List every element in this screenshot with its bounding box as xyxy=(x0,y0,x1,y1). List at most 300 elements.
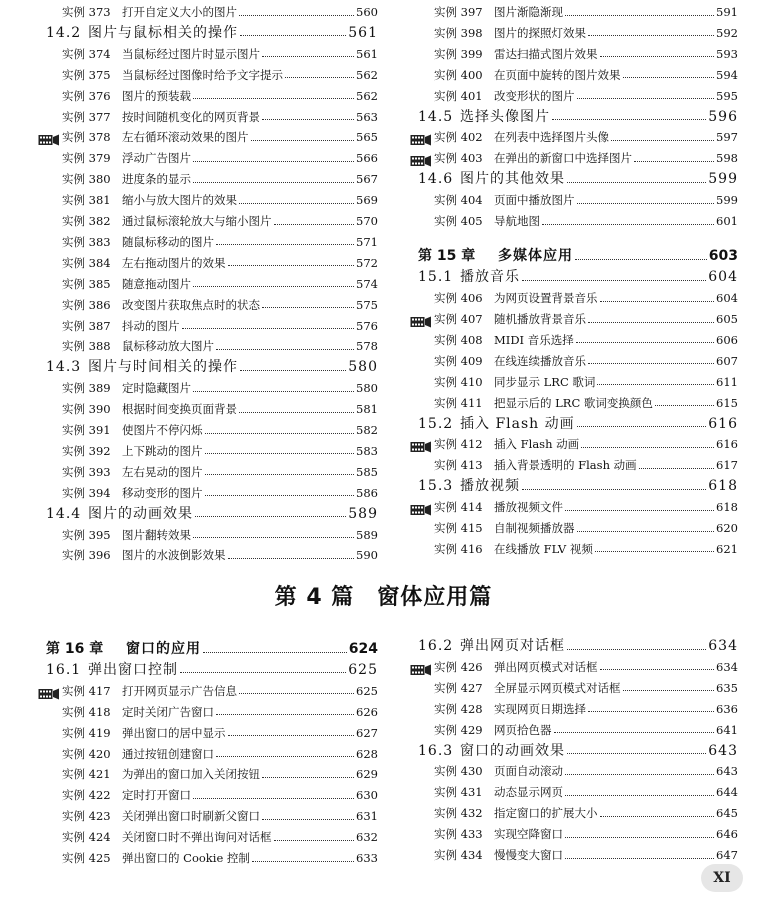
section-number: 15.3 xyxy=(418,478,454,495)
toc-entry xyxy=(62,723,378,743)
entry-number: 实例 424 xyxy=(62,830,111,845)
entry-number: 实例 407 xyxy=(434,312,483,327)
section-title: 图片与时间相关的操作 xyxy=(88,359,238,376)
page-number: 632 xyxy=(356,830,378,845)
entry-number: 实例 421 xyxy=(62,767,111,782)
toc-entry xyxy=(434,330,738,350)
entry-number: 实例 382 xyxy=(62,214,111,228)
section-number: 14.4 xyxy=(46,505,82,522)
leader-dots xyxy=(216,349,354,350)
leader-dots xyxy=(239,15,354,16)
leader-dots xyxy=(655,405,714,406)
toc-section xyxy=(418,476,738,496)
page-number: 631 xyxy=(356,809,378,824)
leader-dots xyxy=(274,224,355,225)
entry-title: 使图片不停闪烁 xyxy=(122,423,203,437)
toc-entry xyxy=(62,378,378,398)
entry-number: 实例 405 xyxy=(434,214,483,228)
page-number: 635 xyxy=(716,680,738,695)
entry-number: 实例 430 xyxy=(434,764,483,779)
chapter-title: 多媒体应用 xyxy=(498,248,573,265)
entry-title: 插入 Flash 动画 xyxy=(494,437,580,452)
page-number: 618 xyxy=(708,478,738,495)
section-title: 图片的动画效果 xyxy=(88,505,193,522)
entry-title: 关闭窗口时不弹出询问对话框 xyxy=(122,830,272,845)
entry-title: 缩小与放大图片的效果 xyxy=(122,193,237,208)
leader-dots xyxy=(216,714,354,715)
entry-title: 慢慢变大窗口 xyxy=(494,848,563,862)
toc-entry xyxy=(434,393,738,413)
page-number: 636 xyxy=(716,701,738,716)
entry-number: 实例 398 xyxy=(434,25,483,40)
entry-number: 实例 394 xyxy=(62,485,111,500)
leader-dots xyxy=(216,244,354,245)
page-number-badge: XI xyxy=(701,864,743,892)
page-number: 633 xyxy=(356,851,378,865)
entry-title: MIDI 音乐选择 xyxy=(494,332,574,347)
page-number: 616 xyxy=(716,437,738,452)
toc-entry xyxy=(62,190,378,210)
page-number: 590 xyxy=(356,548,378,563)
entry-title: 弹出窗口的居中显示 xyxy=(122,725,226,740)
page-number: 589 xyxy=(356,527,378,542)
page-number: 643 xyxy=(716,764,738,779)
leader-dots xyxy=(262,777,354,778)
page-number: 576 xyxy=(356,318,378,333)
leader-dots xyxy=(567,753,706,754)
page-number: 562 xyxy=(356,67,378,82)
leader-dots xyxy=(522,489,706,490)
entry-number: 实例 385 xyxy=(62,276,111,291)
page-number: 586 xyxy=(356,485,378,500)
page-number: 644 xyxy=(716,785,738,800)
leader-dots xyxy=(565,837,714,838)
entry-title: 图片的水波倒影效果 xyxy=(122,548,226,563)
entry-number: 实例 419 xyxy=(62,725,111,740)
section-title: 图片与鼠标相关的操作 xyxy=(88,24,238,41)
toc-entry xyxy=(434,434,738,454)
section-number: 16.3 xyxy=(418,742,454,759)
toc-entry xyxy=(434,782,738,802)
entry-title: 打开网页显示广告信息 xyxy=(122,683,237,698)
leader-dots xyxy=(239,203,354,204)
leader-dots xyxy=(576,342,714,343)
entry-number: 实例 386 xyxy=(62,297,111,312)
entry-number: 实例 409 xyxy=(434,353,483,368)
entry-number: 实例 412 xyxy=(434,437,483,452)
leader-dots xyxy=(205,495,355,496)
toc-entry xyxy=(62,44,378,64)
toc-entry xyxy=(62,702,378,722)
toc-entry xyxy=(62,295,378,315)
section-title: 播放视频 xyxy=(460,478,520,495)
section-number: 15.2 xyxy=(418,415,454,432)
page-number: 646 xyxy=(716,827,738,842)
page-number: 583 xyxy=(356,443,378,458)
leader-dots xyxy=(565,15,714,16)
entry-number: 实例 375 xyxy=(62,67,111,82)
entry-number: 实例 427 xyxy=(434,680,483,695)
leader-dots xyxy=(228,735,355,736)
entry-number: 实例 390 xyxy=(62,402,111,417)
toc-entry xyxy=(62,399,378,419)
entry-title: 在列表中选择图片头像 xyxy=(494,130,609,145)
entry-number: 实例 410 xyxy=(434,374,483,389)
toc-section xyxy=(46,504,378,524)
leader-dots xyxy=(552,119,706,120)
toc-entry xyxy=(434,372,738,392)
page-number: 575 xyxy=(356,297,378,312)
leader-dots xyxy=(600,816,715,817)
page-number: 561 xyxy=(356,46,378,61)
entry-title: 根据时间变换页面背景 xyxy=(122,402,237,417)
leader-dots xyxy=(588,711,714,712)
entry-title: 图片的预装载 xyxy=(122,88,191,103)
page-number: 607 xyxy=(716,353,738,368)
video-icon xyxy=(38,685,60,697)
toc-section xyxy=(46,660,378,680)
toc-entry xyxy=(434,720,738,740)
entry-number: 实例 395 xyxy=(62,527,111,542)
toc-section xyxy=(46,357,378,377)
leader-dots xyxy=(228,558,355,559)
toc-entry xyxy=(62,848,378,868)
page-number: 625 xyxy=(348,661,378,678)
entry-number: 实例 429 xyxy=(434,722,483,737)
entry-title: 导航地图 xyxy=(494,214,540,228)
entry-title: 在线播放 FLV 视频 xyxy=(494,541,593,556)
entry-title: 浮动广告图片 xyxy=(122,151,191,166)
page-number: 616 xyxy=(708,415,738,432)
page-number: 617 xyxy=(716,458,738,473)
video-icon xyxy=(410,501,432,513)
entry-title: 定时关闭广告窗口 xyxy=(122,704,214,719)
page-number: 560 xyxy=(356,5,378,19)
entry-title: 打开自定义大小的图片 xyxy=(122,5,237,19)
leader-dots xyxy=(193,286,354,287)
leader-dots xyxy=(634,161,714,162)
entry-title: 指定窗口的扩展大小 xyxy=(494,806,598,821)
entry-number: 实例 377 xyxy=(62,109,111,124)
page-number: 592 xyxy=(716,25,738,40)
page-number: 563 xyxy=(356,109,378,124)
page-number: 606 xyxy=(716,332,738,347)
entry-title: 为网页设置背景音乐 xyxy=(494,291,598,306)
toc-entry xyxy=(434,845,738,865)
toc-entry xyxy=(62,65,378,85)
section-number: 14.6 xyxy=(418,171,454,188)
leader-dots xyxy=(577,426,707,427)
entry-title: 改变图片获取焦点时的状态 xyxy=(122,297,260,312)
page-number: 599 xyxy=(716,193,738,208)
entry-title: 左右晃动的图片 xyxy=(122,464,203,479)
leader-dots xyxy=(240,35,346,36)
toc-entry xyxy=(434,518,738,538)
leader-dots xyxy=(240,370,346,371)
page-number: 628 xyxy=(356,746,378,761)
toc-entry xyxy=(62,806,378,826)
toc-entry xyxy=(62,253,378,273)
entry-number: 实例 423 xyxy=(62,809,111,824)
leader-dots xyxy=(595,551,714,552)
entry-title: 鼠标移动放大图片 xyxy=(122,339,214,354)
part-title: 第 4 篇 窗体应用篇 xyxy=(274,585,493,610)
entry-number: 实例 400 xyxy=(434,67,483,82)
toc-entry xyxy=(62,232,378,252)
toc-entry xyxy=(62,420,378,440)
leader-dots xyxy=(567,182,706,183)
entry-number: 实例 416 xyxy=(434,541,483,556)
leader-dots xyxy=(565,510,714,511)
entry-number: 实例 387 xyxy=(62,318,111,333)
entry-title: 弹出网页模式对话框 xyxy=(494,659,598,674)
leader-dots xyxy=(262,307,354,308)
entry-title: 动态显示网页 xyxy=(494,785,563,800)
entry-number: 实例 422 xyxy=(62,788,111,803)
entry-title: 通过鼠标滚轮放大与缩小图片 xyxy=(122,214,272,228)
leader-dots xyxy=(182,328,355,329)
toc-entry xyxy=(62,211,378,231)
page-number: 611 xyxy=(716,374,738,389)
entry-title: 在线连续播放音乐 xyxy=(494,353,586,368)
page-number: 571 xyxy=(356,234,378,249)
leader-dots xyxy=(262,56,354,57)
entry-title: 随机播放背景音乐 xyxy=(494,312,586,327)
leader-dots xyxy=(205,474,355,475)
toc-entry xyxy=(434,678,738,698)
video-icon xyxy=(410,438,432,450)
leader-dots xyxy=(216,756,354,757)
video-icon xyxy=(410,131,432,143)
page-number: 562 xyxy=(356,88,378,103)
entry-title: 在弹出的新窗口中选择图片 xyxy=(494,151,632,166)
leader-dots xyxy=(193,391,354,392)
page-number: 603 xyxy=(708,248,738,265)
leader-dots xyxy=(565,795,714,796)
entry-number: 实例 396 xyxy=(62,548,111,563)
entry-title: 关闭弹出窗口时刷新父窗口 xyxy=(122,809,260,824)
entry-title: 左右循环滚动效果的图片 xyxy=(122,130,249,145)
entry-title: 为弹出的窗口加入关闭按钮 xyxy=(122,767,260,782)
entry-title: 自制视频播放器 xyxy=(494,521,575,536)
entry-title: 页面中播放图片 xyxy=(494,193,575,208)
leader-dots xyxy=(251,140,355,141)
toc-section xyxy=(418,267,738,287)
toc-entry xyxy=(62,462,378,482)
toc-chapter xyxy=(418,246,738,266)
entry-title: 弹出窗口的 Cookie 控制 xyxy=(122,851,250,865)
entry-title: 改变形状的图片 xyxy=(494,88,575,103)
toc-entry xyxy=(434,44,738,64)
toc-entry xyxy=(62,764,378,784)
entry-title: 定时隐藏图片 xyxy=(122,381,191,396)
entry-title: 抖动的图片 xyxy=(122,318,180,333)
leader-dots xyxy=(623,77,715,78)
entry-number: 实例 383 xyxy=(62,234,111,249)
toc-entry xyxy=(62,441,378,461)
entry-title: 实现空降窗口 xyxy=(494,827,563,842)
entry-number: 实例 380 xyxy=(62,172,111,187)
section-number: 14.5 xyxy=(418,108,454,125)
entry-number: 实例 414 xyxy=(434,500,483,515)
page-number: 624 xyxy=(348,641,378,657)
section-title: 选择头像图片 xyxy=(460,108,550,125)
section-title: 弹出网页对话框 xyxy=(460,638,565,654)
leader-dots xyxy=(193,98,354,99)
section-number: 15.1 xyxy=(418,269,454,286)
entry-number: 实例 420 xyxy=(62,746,111,761)
entry-title: 全屏显示网页模式对话框 xyxy=(494,680,621,695)
entry-number: 实例 376 xyxy=(62,88,111,103)
leader-dots xyxy=(577,98,715,99)
page-number: 589 xyxy=(348,505,378,522)
section-title: 图片的其他效果 xyxy=(460,171,565,188)
entry-number: 实例 431 xyxy=(434,785,483,800)
leader-dots xyxy=(600,669,715,670)
toc-entry xyxy=(434,539,738,559)
leader-dots xyxy=(577,203,715,204)
leader-dots xyxy=(639,468,714,469)
leader-dots xyxy=(522,280,706,281)
section-title: 插入 Flash 动画 xyxy=(460,415,575,432)
toc-entry xyxy=(434,211,738,231)
toc-entry xyxy=(434,65,738,85)
page-number: 566 xyxy=(356,151,378,166)
leader-dots xyxy=(203,652,347,653)
page-number: 604 xyxy=(708,269,738,286)
entry-number: 实例 401 xyxy=(434,88,483,103)
entry-number: 实例 415 xyxy=(434,521,483,536)
entry-title: 随鼠标移动的图片 xyxy=(122,234,214,249)
leader-dots xyxy=(252,861,354,862)
page-number: 581 xyxy=(356,402,378,417)
entry-title: 图片渐隐渐现 xyxy=(494,5,563,19)
entry-title: 进度条的显示 xyxy=(122,172,191,187)
entry-title: 随意拖动图片 xyxy=(122,276,191,291)
toc-entry xyxy=(62,169,378,189)
leader-dots xyxy=(180,672,346,673)
page-number: 627 xyxy=(356,725,378,740)
leader-dots xyxy=(577,531,715,532)
entry-number: 实例 388 xyxy=(62,339,111,354)
leader-dots xyxy=(193,798,354,799)
toc-section xyxy=(418,107,738,127)
leader-dots xyxy=(575,259,707,260)
entry-number: 实例 413 xyxy=(434,458,483,473)
entry-title: 通过按钮创建窗口 xyxy=(122,746,214,761)
entry-title: 左右拖动图片的效果 xyxy=(122,255,226,270)
section-title: 弹出窗口控制 xyxy=(88,661,178,678)
leader-dots xyxy=(193,182,354,183)
toc-entry xyxy=(434,455,738,475)
toc-entry xyxy=(434,288,738,308)
video-icon xyxy=(410,313,432,325)
leader-dots xyxy=(205,453,355,454)
toc-entry xyxy=(62,545,378,565)
toc-entry xyxy=(62,681,378,701)
chapter-number: 第 15 章 xyxy=(418,248,476,265)
entry-title: 播放视频文件 xyxy=(494,500,563,515)
entry-number: 实例 403 xyxy=(434,151,483,166)
page-number: 615 xyxy=(716,395,738,410)
entry-number: 实例 379 xyxy=(62,151,111,166)
page-number: 595 xyxy=(716,88,738,103)
page-number: 643 xyxy=(708,742,738,759)
page-number: 630 xyxy=(356,788,378,803)
entry-number: 实例 404 xyxy=(434,193,483,208)
toc-entry xyxy=(62,86,378,106)
entry-number: 实例 418 xyxy=(62,704,111,719)
leader-dots xyxy=(239,412,354,413)
entry-title: 移动变形的图片 xyxy=(122,485,203,500)
entry-number: 实例 417 xyxy=(62,683,111,698)
toc-entry xyxy=(434,309,738,329)
page-number: 578 xyxy=(356,339,378,354)
entry-number: 实例 381 xyxy=(62,193,111,208)
toc-entry xyxy=(62,785,378,805)
video-icon xyxy=(410,661,432,673)
page-number: 629 xyxy=(356,767,378,782)
entry-title: 把显示后的 LRC 歌词变换颜色 xyxy=(494,395,653,410)
page-number: 598 xyxy=(716,151,738,166)
leader-dots xyxy=(623,690,715,691)
page-number: 634 xyxy=(708,638,738,654)
entry-title: 当鼠标经过图像时给予文字提示 xyxy=(122,67,283,82)
leader-dots xyxy=(597,384,714,385)
entry-title: 图片翻转效果 xyxy=(122,527,191,542)
toc-entry xyxy=(434,761,738,781)
toc-entry xyxy=(62,483,378,503)
entry-title: 页面自动滚动 xyxy=(494,764,563,779)
page-number: 641 xyxy=(716,722,738,737)
entry-title: 在页面中旋转的图片效果 xyxy=(494,67,621,82)
entry-title: 实现网页日期选择 xyxy=(494,701,586,716)
entry-title: 图片的探照灯效果 xyxy=(494,25,586,40)
toc-entry xyxy=(434,497,738,517)
toc-entry xyxy=(434,803,738,823)
toc-entry xyxy=(434,699,738,719)
toc-section xyxy=(418,636,738,656)
leader-dots xyxy=(228,265,355,266)
leader-dots xyxy=(195,516,346,517)
page-number: 580 xyxy=(356,381,378,396)
page-number: 570 xyxy=(356,214,378,228)
entry-number: 实例 432 xyxy=(434,806,483,821)
chapter-number: 第 16 章 xyxy=(46,641,104,657)
page-number: 625 xyxy=(356,683,378,698)
entry-number: 实例 411 xyxy=(434,395,483,410)
page-number: 597 xyxy=(716,130,738,145)
toc-entry xyxy=(62,525,378,545)
page-number: 593 xyxy=(716,46,738,61)
leader-dots xyxy=(285,77,354,78)
entry-number: 实例 428 xyxy=(434,701,483,716)
page-number: 567 xyxy=(356,172,378,187)
page-number: 591 xyxy=(716,5,738,19)
toc-entry xyxy=(434,86,738,106)
page-number: 601 xyxy=(716,214,738,228)
toc-entry xyxy=(434,148,738,168)
toc-entry xyxy=(62,827,378,847)
entry-number: 实例 399 xyxy=(434,46,483,61)
page-number: 605 xyxy=(716,312,738,327)
leader-dots xyxy=(193,537,354,538)
leader-dots xyxy=(565,774,714,775)
entry-number: 实例 434 xyxy=(434,848,483,862)
entry-title: 网页拾色器 xyxy=(494,722,552,737)
entry-number: 实例 406 xyxy=(434,291,483,306)
toc-entry xyxy=(62,336,378,356)
